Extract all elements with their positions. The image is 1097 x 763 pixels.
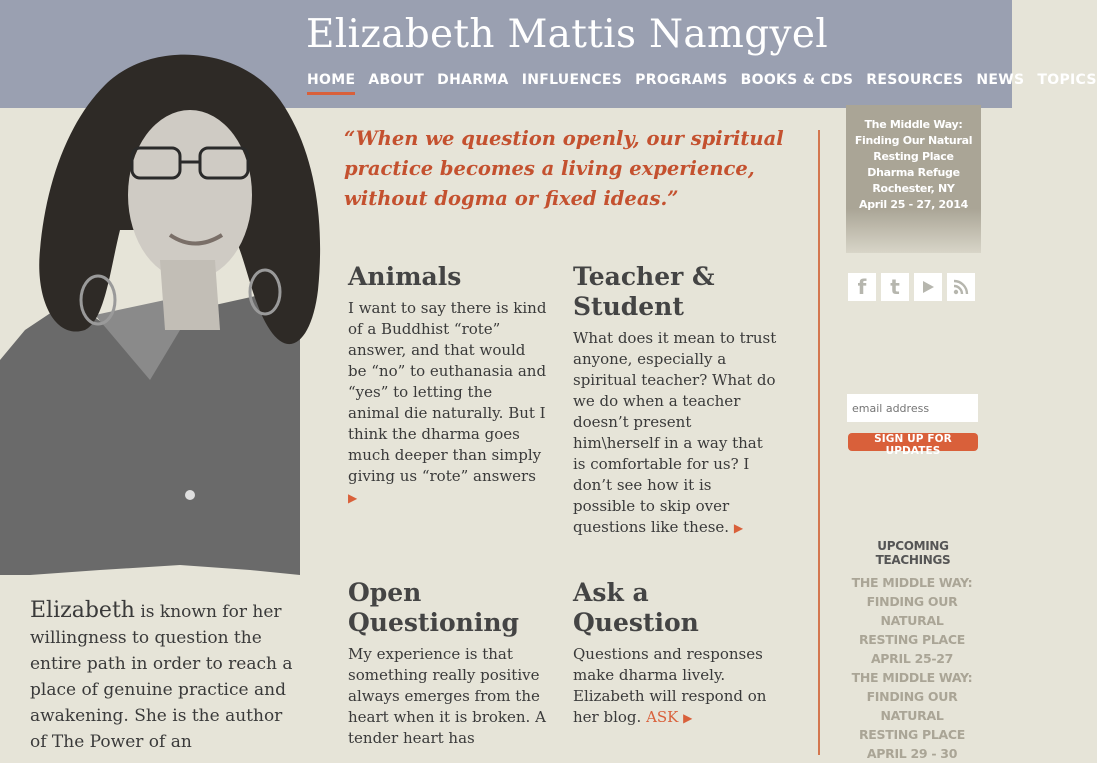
- teaching-title-line: FINDING OUR NATURAL: [866, 594, 958, 628]
- nav-resources[interactable]: RESOURCES: [866, 72, 964, 88]
- portrait-photo: [0, 30, 330, 575]
- section-text-animals: I want to say there is kind of a Buddhist “rote” answer, and that would be “no” to euthanasia and “yes” to letting the animal die naturally. But I think the dharma goes much deeper than simply giving us “rote” answers: [348, 299, 547, 485]
- nav-news[interactable]: NEWS: [976, 72, 1025, 88]
- main-nav: [307, 72, 1097, 95]
- social-links: [848, 273, 975, 301]
- ask-link[interactable]: ASK: [646, 708, 679, 726]
- upcoming-teaching-item[interactable]: [838, 668, 986, 763]
- section-body-animals: [348, 298, 548, 509]
- teaching-title-line: THE MIDDLE WAY:: [851, 575, 973, 590]
- portrait-neck: [160, 260, 220, 330]
- teaching-title-line: RESTING PLACE: [858, 727, 966, 742]
- event-line: April 25 - 27, 2014: [859, 198, 968, 211]
- portrait-button: [185, 490, 195, 500]
- portrait-face: [128, 110, 252, 280]
- event-line: Dharma Refuge: [867, 166, 960, 179]
- nav-influences[interactable]: INFLUENCES: [521, 72, 623, 88]
- nav-programs[interactable]: PROGRAMS: [635, 72, 728, 88]
- section-ask-question: [573, 578, 778, 729]
- youtube-icon[interactable]: [914, 273, 942, 301]
- twitter-icon[interactable]: t: [881, 273, 909, 301]
- section-text-teacher-student: What does it mean to trust anyone, especially a spiritual teacher? What do we do when a teacher doesn’t present him\herself in a way that is comfortable for us? I don’t see how it is possible to skip over questions like these.: [573, 329, 777, 536]
- teaching-title-line: THE MIDDLE WAY:: [851, 670, 973, 685]
- nav-home[interactable]: HOME: [307, 72, 355, 95]
- ask-arrow-icon[interactable]: ▶: [683, 711, 693, 725]
- section-title-animals[interactable]: Animals: [348, 262, 462, 291]
- section-title-ask-question[interactable]: Ask a Question: [573, 578, 699, 637]
- nav-books-cds[interactable]: BOOKS & CDS: [740, 72, 854, 88]
- section-title-open-questioning[interactable]: Open Questioning: [348, 578, 519, 637]
- event-line: Finding Our Natural: [854, 134, 973, 147]
- bio-name: Elizabeth: [30, 598, 135, 623]
- teaching-title-line: FINDING OUR NATURAL: [866, 689, 958, 723]
- sidebar-divider: [818, 130, 820, 755]
- nav-about[interactable]: ABOUT: [368, 72, 425, 88]
- event-line: Resting Place: [873, 150, 954, 163]
- signup-button[interactable]: SIGN UP FOR UPDATES: [848, 433, 978, 451]
- section-teacher-student: [573, 262, 778, 539]
- nav-topics[interactable]: TOPICS: [1037, 72, 1097, 88]
- featured-event-box[interactable]: [846, 105, 981, 253]
- section-animals: [348, 262, 548, 509]
- event-line: Rochester, NY: [872, 182, 955, 195]
- featured-quote: “When we question openly, our spiritual practice becomes a living experience, without dogma or fixed ideas.”: [344, 127, 784, 210]
- facebook-icon[interactable]: f: [848, 273, 876, 301]
- section-open-questioning: [348, 578, 553, 749]
- section-body-ask-question: [573, 644, 778, 729]
- email-field[interactable]: [847, 394, 978, 422]
- event-line: The Middle Way:: [864, 118, 963, 131]
- nav-dharma[interactable]: DHARMA: [437, 72, 509, 88]
- bio-intro: [30, 598, 295, 755]
- upcoming-teaching-item[interactable]: [838, 573, 986, 668]
- read-more-arrow-icon[interactable]: ▶: [348, 491, 358, 505]
- section-body-open-questioning: My experience is that something really positive always emerges from the heart when it is broken. A tender heart has: [348, 645, 546, 747]
- teaching-date: APRIL 25-27: [870, 651, 954, 666]
- section-text-ask-question: Questions and responses make dharma lively. Elizabeth will respond on her blog.: [573, 645, 767, 726]
- bio-text: is known for her willingness to question the entire path in order to reach a place of genuine practice and awakening. She is the author of The Power of an: [30, 602, 293, 752]
- rss-icon[interactable]: [947, 273, 975, 301]
- site-title[interactable]: Elizabeth Mattis Namgyel: [306, 12, 828, 57]
- section-body-teacher-student: [573, 328, 778, 539]
- teaching-title-line: RESTING PLACE: [858, 632, 966, 647]
- section-title-teacher-student[interactable]: Teacher & Student: [573, 262, 715, 321]
- teaching-date: APRIL 29 - 30: [866, 746, 958, 761]
- read-more-arrow-icon[interactable]: ▶: [733, 521, 744, 535]
- upcoming-teachings-heading: UPCOMING TEACHINGS: [875, 539, 951, 567]
